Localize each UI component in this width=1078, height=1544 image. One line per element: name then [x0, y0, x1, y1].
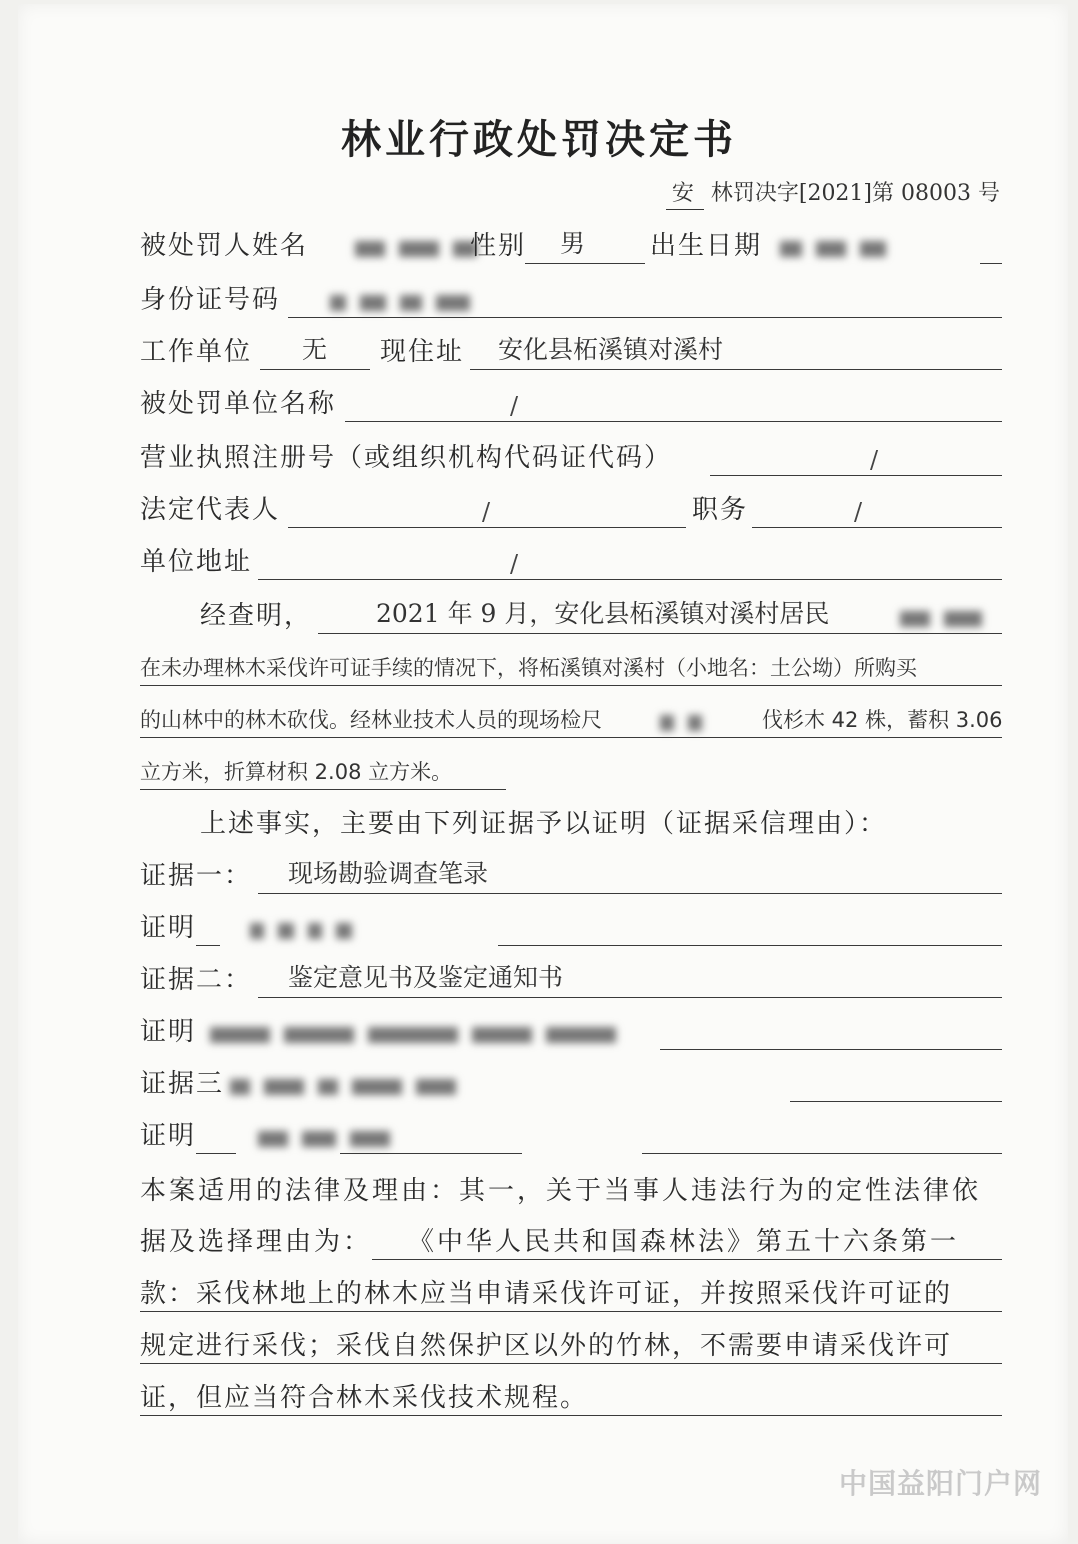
proof-2-row: [140, 1014, 1002, 1054]
evidence-2-label: 证据二：: [140, 965, 253, 995]
license-value: /: [870, 446, 879, 474]
address-label: 现住址: [380, 337, 465, 367]
unit-name-label: 被处罚单位名称: [140, 389, 337, 419]
law-line-4-text: 规定进行采伐；采伐自然保护区以外的竹林，不需要申请采伐许可: [140, 1331, 953, 1361]
work-value: 无: [302, 335, 328, 364]
evidence-2-value: 鉴定意见书及鉴定通知书: [288, 963, 564, 992]
redacted-proof-3: [258, 1128, 478, 1152]
document-title: 林业行政处罚决定书: [341, 117, 737, 163]
row-license: [140, 440, 1002, 480]
proof-3-label: 证明: [140, 1121, 197, 1151]
row-work-address: [140, 334, 1002, 374]
facts-lead: 经查明，: [200, 601, 313, 631]
unit-address-label: 单位地址: [140, 547, 253, 577]
evidence-1-row: [140, 858, 1002, 898]
evidence-2-row: [140, 962, 1002, 1002]
position-label: 职务: [692, 495, 749, 525]
legal-rep-value: /: [482, 498, 491, 526]
proof-1-row: [140, 910, 1002, 950]
law-line-5-text: 证，但应当符合林木采伐技术规程。: [140, 1383, 589, 1413]
name-label: 被处罚人姓名: [140, 231, 309, 261]
redacted-measure: [660, 712, 770, 736]
legal-rep-label: 法定代表人: [140, 495, 281, 525]
row-unit-name: [140, 386, 1002, 426]
law-line-2-label: 据及选择理由为：: [140, 1227, 373, 1257]
gender-value: 男: [560, 229, 586, 258]
law-line-2: [140, 1224, 1002, 1264]
redacted-birth: [780, 238, 960, 262]
facts-text-3a: 的山林中的林木砍伐。经林业技术人员的现场检尺: [140, 708, 602, 732]
unit-name-value: /: [510, 392, 519, 420]
proof-2-label: 证明: [140, 1017, 197, 1047]
proof-3-row: [140, 1118, 1002, 1158]
redacted-resident: [900, 608, 1010, 632]
position-value: /: [854, 498, 863, 526]
row-name: [140, 228, 1002, 268]
document-number: [666, 176, 1000, 210]
doc-number-text: 林罚决字[2021]第 08003 号: [710, 181, 1000, 206]
evidence-3-label: 证据三: [140, 1069, 225, 1099]
row-id: [140, 282, 1002, 322]
work-label: 工作单位: [140, 337, 253, 367]
redacted-evidence-3: [230, 1076, 630, 1100]
facts-line-2: [140, 650, 1002, 690]
facts-text-4: 立方米，折算材积 2.08 立方米。: [140, 760, 453, 784]
facts-text-2: 在未办理林木采伐许可证手续的情况下，将柘溪镇对溪村（小地名：土公坳）所购买: [140, 656, 917, 680]
unit-address-value: /: [510, 550, 519, 578]
evidence-intro: 上述事实，主要由下列证据予以证明（证据采信理由）：: [200, 809, 888, 839]
facts-text-1: 2021 年 9 月，安化县柘溪镇对溪村居民: [376, 599, 830, 628]
proof-1-label: 证明: [140, 913, 197, 943]
law-line-4: [140, 1328, 1002, 1368]
facts-line-3: [140, 702, 1002, 742]
address-value: 安化县柘溪镇对溪村: [498, 335, 724, 364]
law-line-1: 本案适用的法律及理由：其一，关于当事人违法行为的定性法律依: [140, 1176, 982, 1206]
redacted-proof-1: [250, 920, 470, 944]
birth-label: 出生日期: [650, 231, 763, 261]
facts-line-4: [140, 754, 1002, 794]
law-line-3: [140, 1276, 1002, 1316]
law-line-5: [140, 1380, 1002, 1420]
license-label: 营业执照注册号（或组织机构代码证代码）: [140, 443, 673, 473]
facts-line-1: [140, 598, 1002, 638]
redacted-proof-2: [210, 1024, 660, 1048]
facts-text-3b: 伐杉木 42 株，蓄积 3.06: [762, 708, 1003, 732]
evidence-1-value: 现场勘验调查笔录: [288, 859, 489, 888]
doc-prefix: 安: [666, 176, 704, 210]
gender-label: 性别: [470, 231, 527, 261]
law-line-2-value: 《中华人民共和国森林法》第五十六条第一: [408, 1227, 960, 1257]
evidence-3-row: [140, 1066, 1002, 1106]
id-label: 身份证号码: [140, 285, 281, 315]
evidence-1-label: 证据一：: [140, 861, 253, 891]
site-watermark: 中国益阳门户网: [838, 1467, 1042, 1500]
law-line-3-text: 款：采伐林地上的林木应当申请采伐许可证，并按照采伐许可证的: [140, 1279, 953, 1309]
redacted-id: [330, 292, 570, 316]
row-legal-rep: [140, 492, 1002, 532]
row-unit-address: [140, 544, 1002, 584]
evidence-intro-row: [140, 806, 1002, 846]
